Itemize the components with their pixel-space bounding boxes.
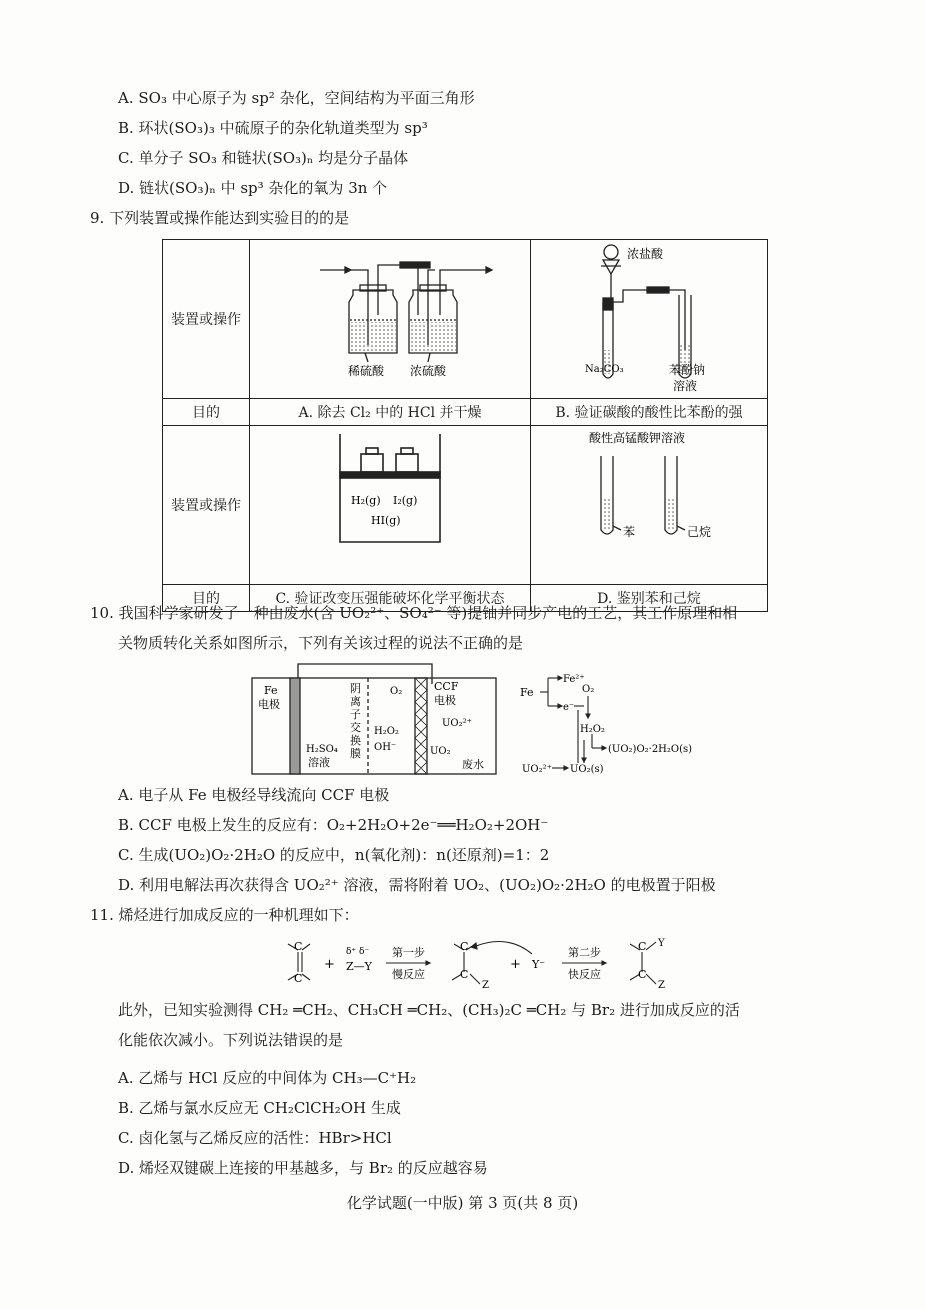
q11-text-line1: 此外，已知实验测得 CH₂ ═CH₂、CH₃CH ═CH₂、(CH₃)₂C ═CH₂ 与 Br₂ 进行加成反应的活	[118, 1001, 740, 1019]
q10-stem-line2: 关物质转化关系如图所示，下列有关该过程的说法不正确的是	[118, 634, 524, 652]
piston-equilibrium-diagram	[250, 426, 530, 564]
svg-text:子: 子	[350, 708, 361, 721]
carbonic-acid-phenol-diagram	[531, 240, 769, 398]
label-kmno4: 酸性高锰酸钾溶液	[589, 431, 686, 445]
row-label-device-1: 装置或操作	[163, 240, 250, 399]
scheme-o2: O₂	[582, 684, 595, 695]
q9-experiment-table	[162, 239, 768, 612]
apparatus-b	[531, 240, 768, 399]
q11-stem: 11. 烯烃进行加成反应的一种机理如下：	[90, 906, 359, 924]
cell-ccf-electrode-label: 电极	[434, 694, 456, 707]
purpose-a: A. 除去 Cl₂ 中的 HCl 并干燥	[250, 399, 531, 426]
label-na2co3: Na₂CO₃	[585, 364, 624, 375]
q10-option-b: B. CCF 电极上发生的反应有：O₂+2H₂O+2e⁻══H₂O₂+2OH⁻	[118, 816, 549, 834]
label-benzene: 苯	[623, 525, 636, 539]
purpose-c: C. 验证改变压强能破坏化学平衡状态	[250, 585, 531, 612]
cell-electrode-label: 电极	[258, 698, 280, 711]
apparatus-a	[250, 240, 531, 399]
row-label-device-2: 装置或操作	[163, 426, 250, 585]
cell-ccf-label: CCF	[434, 680, 459, 693]
label-i2: I₂(g)	[393, 494, 418, 507]
label-conc-sulfuric: 浓硫酸	[410, 364, 447, 378]
cell-oh-label: OH⁻	[374, 742, 397, 753]
mech-step2-top: 第二步	[568, 946, 601, 959]
q10-option-a: A. 电子从 Fe 电极经导线流向 CCF 电极	[118, 786, 390, 804]
mech-c-top: C	[294, 940, 303, 953]
mech-y-minus: Y⁻	[532, 958, 546, 971]
mech-step1-top: 第一步	[392, 946, 425, 959]
q8-option-a: A. SO₃ 中心原子为 sp² 杂化，空间结构为平面三角形	[118, 89, 475, 107]
mech-step2-bottom: 快反应	[568, 968, 601, 981]
mech-plus-1: +	[324, 957, 335, 972]
label-solution: 溶液	[673, 379, 698, 393]
mech-reagent: Z—Y	[346, 960, 372, 973]
label-conc-hcl: 浓盐酸	[627, 247, 664, 261]
q11-option-a: A. 乙烯与 HCl 反应的中间体为 CH₃—C⁺H₂	[118, 1069, 417, 1087]
mech-intermediate-c: C	[460, 968, 469, 981]
mech-z-2: Z	[658, 980, 665, 991]
mech-product-c-bottom: C	[638, 968, 647, 981]
apparatus-d	[531, 426, 768, 585]
mech-c-bottom: C	[294, 972, 303, 985]
q11-option-d: D. 烯烃双键碳上连接的甲基越多，与 Br₂ 的反应越容易	[118, 1159, 488, 1177]
cell-fe-label: Fe	[264, 684, 278, 697]
q10-option-d: D. 利用电解法再次获得含 UO₂²⁺ 溶液，需将附着 UO₂、(UO₂)O₂·2H₂O 的电极置于阳极	[118, 876, 716, 894]
q9-stem: 9. 下列装置或操作能达到实验目的的是	[90, 209, 350, 227]
scheme-fe: Fe	[520, 686, 534, 699]
label-hexane: 己烷	[687, 525, 712, 539]
q10-stem-line1: 10. 我国科学家研发了一种由废水(含 UO₂²⁺、SO₄²⁻ 等)提铀并同步产电的工艺，其工作原理和相	[90, 604, 738, 622]
label-h2: H₂(g)	[351, 494, 381, 507]
scheme-fe2plus: Fe²⁺	[563, 674, 585, 685]
row-label-purpose-1: 目的	[163, 399, 250, 426]
purpose-d: D. 鉴别苯和己烷	[531, 585, 768, 612]
mech-partial-charges: δ⁺ δ⁻	[346, 947, 370, 957]
scheme-product: (UO₂)O₂·2H₂O(s)	[608, 744, 693, 755]
scheme-uo2-solid: UO₂(s)	[570, 764, 604, 775]
cell-solution-label: 溶液	[308, 756, 330, 769]
svg-text:膜: 膜	[350, 747, 361, 760]
mech-carbocation-c: C	[460, 940, 469, 953]
row-label-purpose-2: 目的	[163, 585, 250, 612]
scheme-uo2-ion: UO₂²⁺	[522, 764, 552, 775]
q10-option-c: C. 生成(UO₂)O₂·2H₂O 的反应中，n(氧化剂)：n(还原剂)=1：2	[118, 846, 550, 864]
cell-uo2-label: UO₂	[430, 746, 451, 757]
uranium-cell-diagram	[250, 660, 500, 778]
alkene-addition-mechanism	[280, 932, 690, 992]
mech-y: Y	[658, 938, 665, 949]
scheme-h2o2: H₂O₂	[580, 724, 605, 735]
membrane-label	[350, 682, 361, 760]
purpose-b: B. 验证碳酸的酸性比苯酚的强	[531, 399, 768, 426]
permanganate-test-diagram	[531, 426, 769, 564]
apparatus-c	[250, 426, 531, 585]
label-sodium-phenoxide: 苯酚钠	[669, 363, 706, 377]
q11-text-line2: 化能依次减小。下列说法错误的是	[118, 1031, 344, 1049]
cell-h2so4-label: H₂SO₄	[306, 744, 338, 755]
svg-text:阴: 阴	[350, 682, 361, 695]
q11-option-c: C. 卤化氢与乙烯反应的活性：HBr>HCl	[118, 1129, 392, 1147]
page-footer: 化学试题(一中版) 第 3 页(共 8 页)	[346, 1194, 579, 1212]
mech-plus-2: +	[510, 957, 521, 972]
label-dilute-sulfuric: 稀硫酸	[348, 364, 385, 378]
svg-text:离: 离	[350, 695, 361, 708]
mech-product-c-top: C	[638, 940, 647, 953]
cell-uo2-ion-label: UO₂²⁺	[442, 718, 472, 729]
q11-option-b: B. 乙烯与氯水反应无 CH₂ClCH₂OH 生成	[118, 1099, 401, 1117]
mech-z-1: Z	[482, 980, 489, 991]
scheme-electron: e⁻	[563, 702, 575, 713]
gas-washing-bottles-diagram	[250, 240, 530, 398]
q8-option-c: C. 单分子 SO₃ 和链状(SO₃)ₙ 均是分子晶体	[118, 149, 409, 167]
svg-text:交: 交	[350, 721, 361, 734]
cell-wastewater-label: 废水	[462, 758, 484, 771]
q8-option-b: B. 环状(SO₃)₃ 中硫原子的杂化轨道类型为 sp³	[118, 119, 428, 137]
label-hi: HI(g)	[371, 514, 401, 527]
cell-o2-label: O₂	[390, 686, 403, 697]
svg-text:换: 换	[350, 734, 361, 747]
q8-option-d: D. 链状(SO₃)ₙ 中 sp³ 杂化的氧为 3n 个	[118, 179, 388, 197]
mech-step1-bottom: 慢反应	[392, 968, 425, 981]
cell-h2o2-label: H₂O₂	[374, 726, 399, 737]
uranium-conversion-scheme	[518, 668, 718, 780]
